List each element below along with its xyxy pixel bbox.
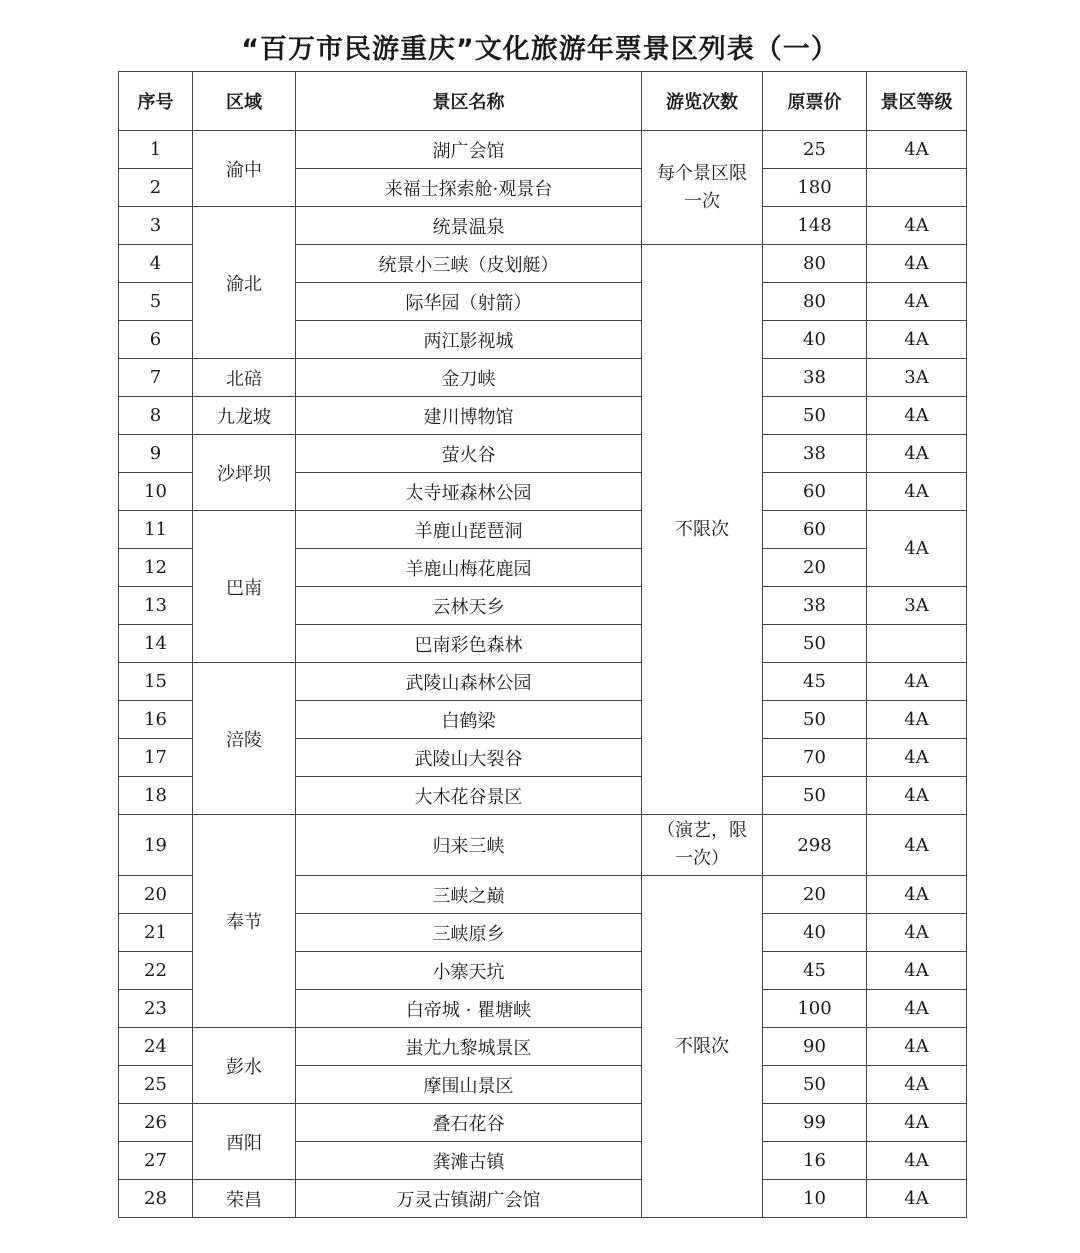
cell-price: 298: [763, 815, 867, 876]
cell-price: 45: [763, 952, 867, 990]
cell-grade: 4A: [867, 283, 967, 321]
cell-visits: 不限次: [642, 876, 763, 1218]
cell-name: 白鹤梁: [296, 701, 642, 739]
table-row: [119, 397, 967, 435]
table-row: [119, 511, 967, 549]
cell-no: 9: [119, 435, 193, 473]
cell-price: 20: [763, 876, 867, 914]
cell-grade: 4A: [867, 1142, 967, 1180]
cell-name: 太寺垭森林公园: [296, 473, 642, 511]
cell-grade: 4A: [867, 397, 967, 435]
cell-grade: 4A: [867, 990, 967, 1028]
cell-grade: 4A: [867, 739, 967, 777]
cell-no: 6: [119, 321, 193, 359]
cell-price: 90: [763, 1028, 867, 1066]
cell-visits: （演艺，限一次）: [642, 815, 763, 876]
cell-grade: 4A: [867, 1180, 967, 1218]
cell-no: 1: [119, 131, 193, 169]
cell-name: 万灵古镇湖广会馆: [296, 1180, 642, 1218]
cell-grade: 4A: [867, 245, 967, 283]
cell-grade: 4A: [867, 131, 967, 169]
cell-name: 归来三峡: [296, 815, 642, 876]
cell-price: 40: [763, 321, 867, 359]
cell-grade: 4A: [867, 321, 967, 359]
cell-no: 27: [119, 1142, 193, 1180]
table-row: [119, 1104, 967, 1142]
table-row: [119, 1028, 967, 1066]
header-visits: 游览次数: [642, 72, 763, 131]
table-row: [119, 435, 967, 473]
cell-area: 奉节: [193, 815, 296, 1028]
cell-area: 彭水: [193, 1028, 296, 1104]
cell-grade: 4A: [867, 1104, 967, 1142]
cell-name: 羊鹿山梅花鹿园: [296, 549, 642, 587]
cell-name: 三峡原乡: [296, 914, 642, 952]
cell-area: 渝中: [193, 131, 296, 207]
cell-name: 云林天乡: [296, 587, 642, 625]
document-title: “百万市民游重庆”文化旅游年票景区列表（一）: [241, 34, 839, 65]
header-name: 景区名称: [296, 72, 642, 131]
cell-name: 摩围山景区: [296, 1066, 642, 1104]
cell-no: 7: [119, 359, 193, 397]
table-row: [119, 663, 967, 701]
header-no: 序号: [119, 72, 193, 131]
cell-name: 叠石花谷: [296, 1104, 642, 1142]
cell-name: 蚩尤九黎城景区: [296, 1028, 642, 1066]
cell-price: 80: [763, 283, 867, 321]
cell-name: 三峡之巅: [296, 876, 642, 914]
cell-no: 13: [119, 587, 193, 625]
cell-grade: 4A: [867, 952, 967, 990]
cell-no: 5: [119, 283, 193, 321]
cell-grade: 4A: [867, 876, 967, 914]
cell-name: 建川博物馆: [296, 397, 642, 435]
cell-name: 武陵山大裂谷: [296, 739, 642, 777]
cell-name: 统景温泉: [296, 207, 642, 245]
cell-price: 99: [763, 1104, 867, 1142]
header-price: 原票价: [763, 72, 867, 131]
header-area: 区域: [193, 72, 296, 131]
table-row: [119, 207, 967, 245]
cell-grade: 4A: [867, 1066, 967, 1104]
cell-price: 10: [763, 1180, 867, 1218]
cell-area: 渝北: [193, 207, 296, 359]
cell-no: 26: [119, 1104, 193, 1142]
cell-area: 涪陵: [193, 663, 296, 815]
cell-name: 龚滩古镇: [296, 1142, 642, 1180]
table-row: [119, 1180, 967, 1218]
cell-price: 50: [763, 701, 867, 739]
cell-price: 38: [763, 435, 867, 473]
cell-price: 40: [763, 914, 867, 952]
cell-no: 10: [119, 473, 193, 511]
cell-no: 2: [119, 169, 193, 207]
cell-name: 金刀峡: [296, 359, 642, 397]
cell-grade: [867, 169, 967, 207]
cell-no: 23: [119, 990, 193, 1028]
cell-price: 25: [763, 131, 867, 169]
cell-price: 45: [763, 663, 867, 701]
cell-name: 湖广会馆: [296, 131, 642, 169]
cell-price: 50: [763, 397, 867, 435]
cell-no: 21: [119, 914, 193, 952]
cell-no: 17: [119, 739, 193, 777]
table-row: [119, 131, 967, 169]
table-row: [119, 815, 967, 876]
cell-name: 统景小三峡（皮划艇）: [296, 245, 642, 283]
cell-name: 萤火谷: [296, 435, 642, 473]
cell-name: 羊鹿山琵琶洞: [296, 511, 642, 549]
cell-name: 大木花谷景区: [296, 777, 642, 815]
cell-grade: 4A: [867, 777, 967, 815]
cell-price: 20: [763, 549, 867, 587]
cell-grade: 4A: [867, 511, 967, 587]
cell-grade: 4A: [867, 1028, 967, 1066]
cell-price: 180: [763, 169, 867, 207]
cell-name: 武陵山森林公园: [296, 663, 642, 701]
table-row: [119, 359, 967, 397]
cell-no: 4: [119, 245, 193, 283]
cell-no: 11: [119, 511, 193, 549]
cell-price: 148: [763, 207, 867, 245]
cell-no: 15: [119, 663, 193, 701]
cell-no: 22: [119, 952, 193, 990]
cell-visits: 不限次: [642, 245, 763, 815]
cell-grade: 4A: [867, 663, 967, 701]
cell-name: 小寨天坑: [296, 952, 642, 990]
cell-price: 60: [763, 473, 867, 511]
cell-area: 沙坪坝: [193, 435, 296, 511]
cell-price: 80: [763, 245, 867, 283]
cell-no: 24: [119, 1028, 193, 1066]
cell-grade: 3A: [867, 359, 967, 397]
cell-price: 100: [763, 990, 867, 1028]
cell-no: 16: [119, 701, 193, 739]
cell-price: 16: [763, 1142, 867, 1180]
cell-no: 3: [119, 207, 193, 245]
cell-no: 19: [119, 815, 193, 876]
cell-price: 70: [763, 739, 867, 777]
cell-no: 20: [119, 876, 193, 914]
cell-price: 60: [763, 511, 867, 549]
cell-price: 50: [763, 625, 867, 663]
header-grade: 景区等级: [867, 72, 967, 131]
cell-area: 巴南: [193, 511, 296, 663]
cell-visits: 每个景区限一次: [642, 131, 763, 245]
cell-no: 25: [119, 1066, 193, 1104]
cell-name: 白帝城 · 瞿塘峡: [296, 990, 642, 1028]
cell-area: 北碚: [193, 359, 296, 397]
table-header-row: [119, 72, 967, 131]
cell-grade: 3A: [867, 587, 967, 625]
cell-name: 巴南彩色森林: [296, 625, 642, 663]
cell-area: 荣昌: [193, 1180, 296, 1218]
scenic-spot-table: [118, 71, 967, 1218]
cell-grade: 4A: [867, 701, 967, 739]
cell-grade: 4A: [867, 435, 967, 473]
cell-area: 酉阳: [193, 1104, 296, 1180]
cell-no: 14: [119, 625, 193, 663]
cell-name: 两江影视城: [296, 321, 642, 359]
cell-no: 12: [119, 549, 193, 587]
cell-no: 28: [119, 1180, 193, 1218]
cell-name: 来福士探索舱·观景台: [296, 169, 642, 207]
cell-price: 50: [763, 777, 867, 815]
cell-grade: 4A: [867, 473, 967, 511]
cell-price: 50: [763, 1066, 867, 1104]
cell-grade: 4A: [867, 815, 967, 876]
cell-no: 18: [119, 777, 193, 815]
cell-name: 际华园（射箭）: [296, 283, 642, 321]
cell-price: 38: [763, 587, 867, 625]
cell-no: 8: [119, 397, 193, 435]
cell-area: 九龙坡: [193, 397, 296, 435]
cell-grade: [867, 625, 967, 663]
cell-grade: 4A: [867, 207, 967, 245]
cell-grade: 4A: [867, 914, 967, 952]
cell-price: 38: [763, 359, 867, 397]
